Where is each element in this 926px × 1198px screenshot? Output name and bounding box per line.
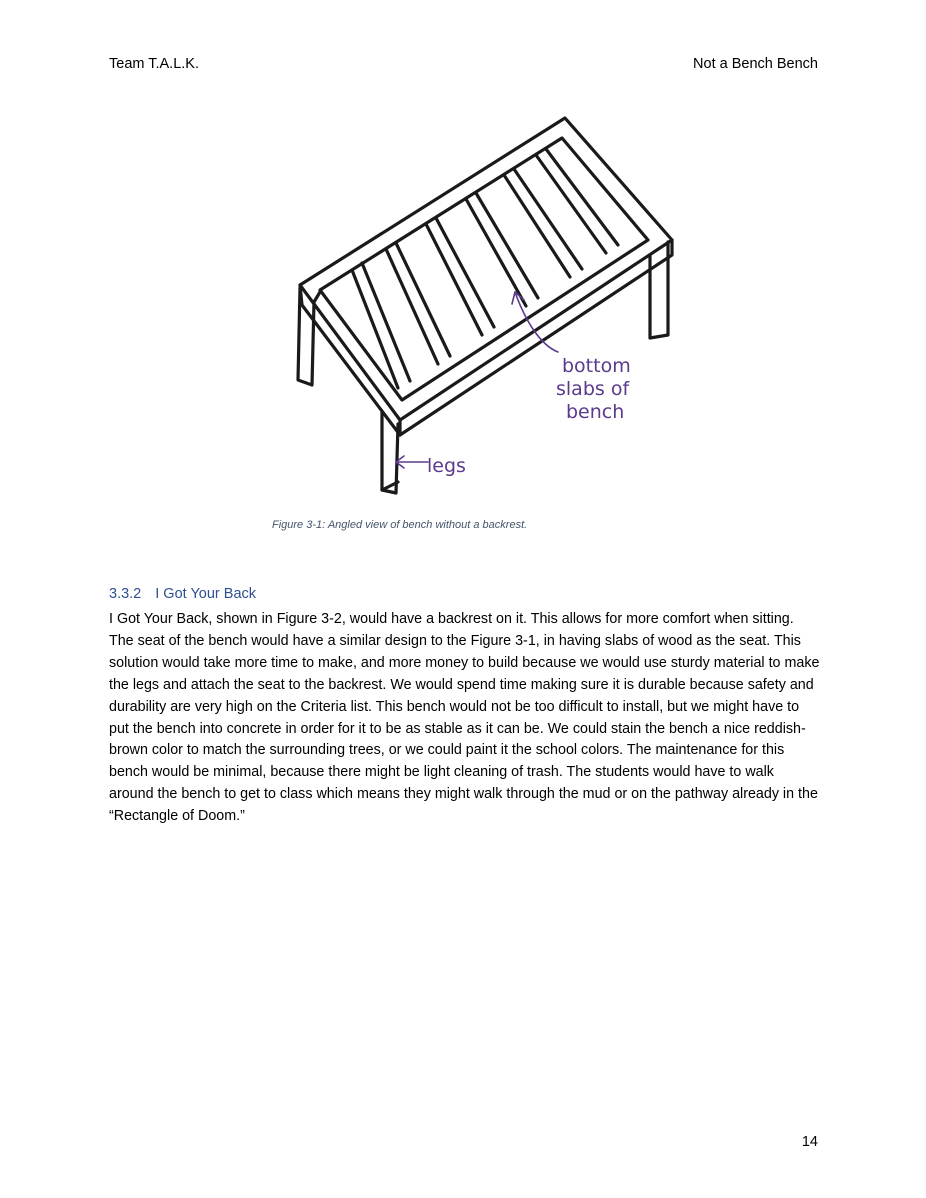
right-leg	[650, 242, 668, 338]
page-number: 14	[801, 1134, 818, 1150]
header-team-name: Team T.A.L.K.	[109, 56, 199, 72]
header-document-title: Not a Bench Bench	[693, 56, 818, 72]
annotation-slabs-line2: slabs of	[556, 378, 630, 400]
annotation-text	[427, 355, 631, 477]
annotation-slabs-line1: bottom	[562, 355, 631, 377]
section-body-paragraph: I Got Your Back, shown in Figure 3-2, would have a backrest on it. This allows for more comfort when sitting. The seat of the bench would have a similar design to the Figure 3-1, in having slabs of wood as the seat. This solution would take more time to make, and more money to build because we would use sturdy material to make the legs and attach the seat to the backrest. We would spend time making sure it is durable because safety and durability are very high on the Criteria list. This bench would not be too difficult to install, but we might have to put the bench into concrete in order for it to be as stable as it can be. We could stain the bench a nice reddish-brown color to match the surrounding trees, or we could paint it the school colors. The maintenance for this bench would be minimal, because there might be light cleaning of trash. The students would have to walk around the bench to get to class which means they might walk through the mud or on the pathway already in the “Rectangle of Doom.”	[109, 611, 820, 825]
annotation-slabs-line3: bench	[566, 401, 625, 423]
figure-caption: Figure 3-1: Angled view of bench without a backrest.	[272, 519, 528, 531]
bench-sketch-figure	[290, 110, 680, 500]
annotation-legs: legs	[427, 455, 466, 477]
section-number: 3.3.2	[109, 586, 142, 602]
bench-sketch	[290, 110, 680, 500]
section-heading	[109, 586, 256, 602]
section-title: I Got Your Back	[155, 586, 257, 602]
annotation-arrows	[396, 292, 558, 468]
bench-drawing	[298, 118, 672, 493]
